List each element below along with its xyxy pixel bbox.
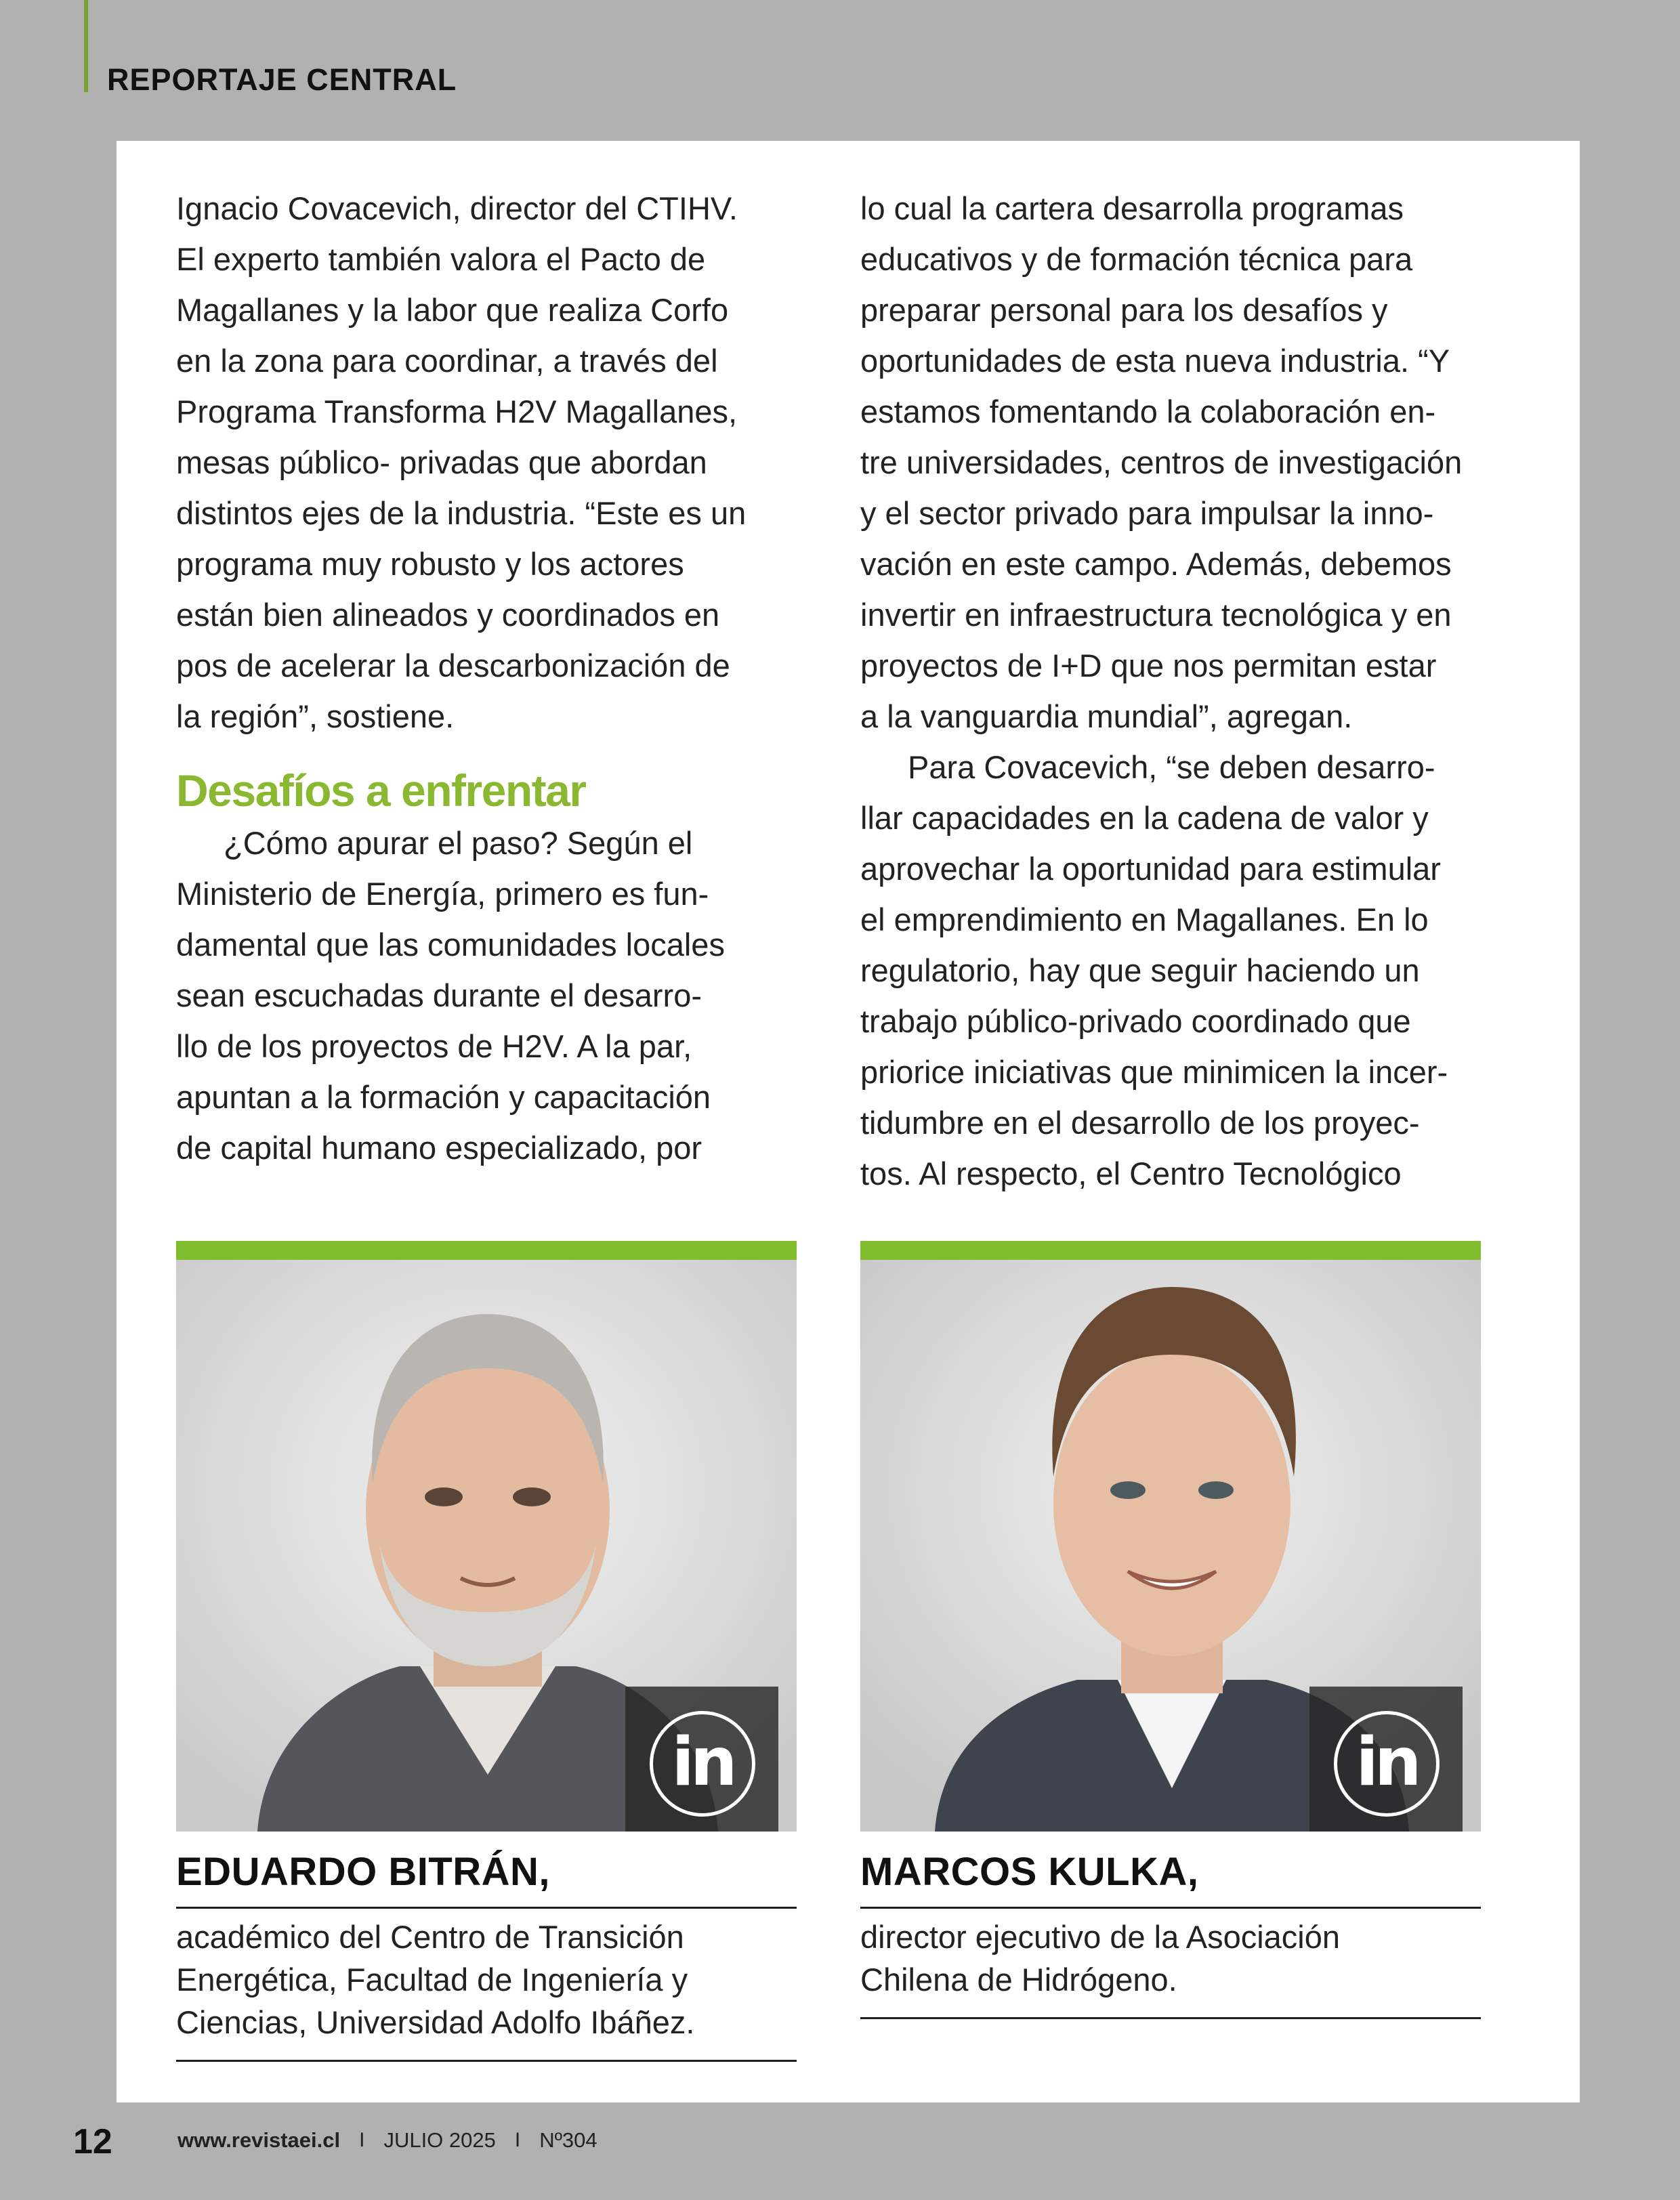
text-line: vación en este campo. Además, debemos [860, 546, 1452, 582]
text-line: llo de los proyectos de H2V. A la par, [176, 1028, 692, 1064]
profile-role [176, 1916, 797, 2062]
text-line: tos. Al respecto, el Centro Tecnológico [860, 1156, 1402, 1191]
footer-info [177, 2128, 597, 2153]
text-line: y el sector privado para impulsar la inno- [860, 495, 1434, 531]
article-column-left [176, 183, 806, 1173]
profile-card-bitran [176, 1241, 797, 2062]
issue-number: Nº304 [539, 2128, 597, 2152]
text-line: educativos y de formación técnica para [860, 241, 1413, 277]
text-line: mesas público- privadas que abordan [176, 444, 707, 480]
role-line: director ejecutivo de la Asociación [860, 1919, 1341, 1955]
paragraph [176, 183, 806, 742]
profile-card-kulka [860, 1241, 1481, 2019]
text-line: priorice iniciativas que minimicen la incer- [860, 1054, 1448, 1090]
text-line: Ministerio de Energía, primero es fun- [176, 876, 709, 912]
text-line: tre universidades, centros de investigación [860, 444, 1463, 480]
article-column-right [860, 183, 1490, 1199]
role-line: Energética, Facultad de Ingeniería y [176, 1962, 688, 1997]
text-line: el emprendimiento en Magallanes. En lo [860, 902, 1429, 937]
text-line: El experto también valora el Pacto de [176, 241, 706, 277]
role-line: académico del Centro de Transición [176, 1919, 684, 1955]
linkedin-icon: in [650, 1711, 755, 1817]
footer-separator: I [514, 2129, 521, 2151]
text-line: damental que las comunidades locales [176, 927, 725, 962]
paragraph [860, 183, 1490, 742]
text-line: llar capacidades en la cadena de valor y [860, 800, 1429, 836]
portrait-photo [176, 1260, 797, 1832]
header-accent-rule [84, 0, 88, 92]
text-line: Para Covacevich, “se deben desarro- [908, 749, 1435, 785]
text-line: preparar personal para los desafíos y [860, 292, 1388, 328]
text-line: regulatorio, hay que seguir haciendo un [860, 952, 1420, 988]
text-line: Ignacio Covacevich, director del CTIHV. [176, 190, 738, 226]
text-line: oportunidades de esta nueva industria. “Y [860, 343, 1450, 379]
website-link[interactable]: www.revistaei.cl [177, 2128, 341, 2152]
role-line: Chilena de Hidrógeno. [860, 1962, 1177, 1997]
issue-date: JULIO 2025 [383, 2128, 496, 2152]
profile-accent-bar [176, 1241, 797, 1260]
section-subheading: Desafíos a enfrentar [176, 765, 586, 816]
text-line: aprovechar la oportunidad para estimular [860, 851, 1441, 887]
footer-separator: I [359, 2129, 365, 2151]
text-line: pos de acelerar la descarbonización de [176, 648, 730, 683]
text-line: a la vanguardia mundial”, agregan. [860, 698, 1353, 734]
page-number: 12 [73, 2122, 112, 2161]
text-line: en la zona para coordinar, a través del [176, 343, 718, 379]
text-line: sean escuchadas durante el desarro- [176, 977, 702, 1013]
text-line: invertir en infraestructura tecnológica y en [860, 597, 1452, 633]
text-line: trabajo público-privado coordinado que [860, 1003, 1411, 1039]
text-line: de capital humano especializado, por [176, 1130, 702, 1166]
linkedin-icon: in [1334, 1711, 1440, 1817]
text-line: Programa Transforma H2V Magallanes, [176, 394, 738, 429]
linkedin-link[interactable] [1309, 1687, 1463, 1832]
text-line: están bien alineados y coordinados en [176, 597, 720, 633]
paragraph [860, 742, 1490, 1199]
paragraph [176, 818, 806, 1173]
page-footer [0, 2121, 1680, 2162]
portrait-photo [860, 1260, 1481, 1832]
text-line: la región”, sostiene. [176, 698, 455, 734]
text-line: estamos fomentando la colaboración en- [860, 394, 1436, 429]
text-line: apuntan a la formación y capacitación [176, 1079, 711, 1115]
section-label: REPORTAJE CENTRAL [107, 62, 457, 97]
profile-accent-bar [860, 1241, 1481, 1260]
profile-role [860, 1916, 1481, 2019]
role-line: Ciencias, Universidad Adolfo Ibáñez. [176, 2004, 695, 2040]
text-line: Magallanes y la labor que realiza Corfo [176, 292, 729, 328]
linkedin-link[interactable] [625, 1687, 778, 1832]
text-line: distintos ejes de la industria. “Este es un [176, 495, 747, 531]
text-line: tidumbre en el desarrollo de los proyec- [860, 1105, 1420, 1141]
profile-name: EDUARDO BITRÁN, [176, 1849, 797, 1909]
text-line: programa muy robusto y los actores [176, 546, 684, 582]
text-line: lo cual la cartera desarrolla programas [860, 190, 1404, 226]
profile-name: MARCOS KULKA, [860, 1849, 1481, 1909]
text-line: proyectos de I+D que nos permitan estar [860, 648, 1437, 683]
text-line: ¿Cómo apurar el paso? Según el [224, 825, 693, 861]
